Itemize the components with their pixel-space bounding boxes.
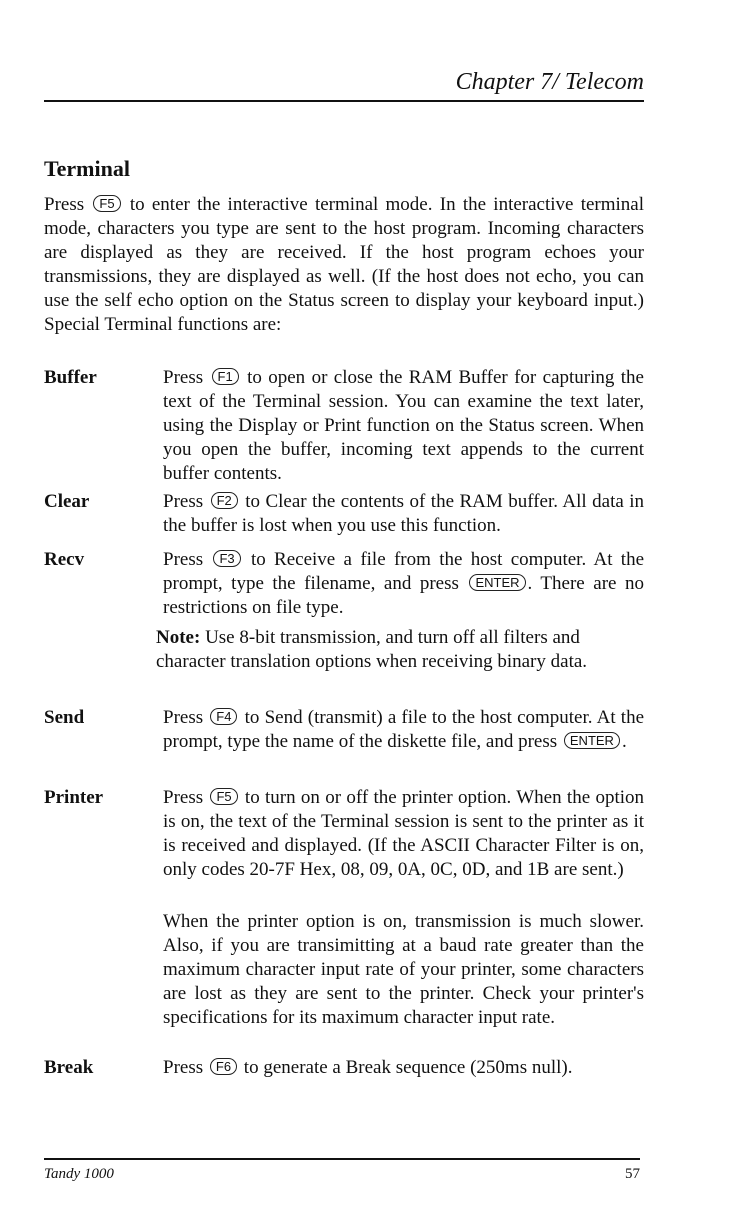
buffer-description: Press F1 to open or close the RAM Buffer for capturing the text of the Terminal session. You can examine the text later, using the Display or Print function on the Status screen. When you open the buffer, incoming text appends to the current buffer contents. (163, 367, 644, 484)
f5-key: F5 (93, 195, 120, 212)
chapter-title: Chapter 7/ Telecom (455, 69, 644, 95)
f4-key: F4 (210, 708, 237, 725)
page-footer (44, 1158, 640, 1182)
clear-description: Press F2 to Clear the contents of the RAM buffer. All data in the buffer is lost when you use this function. (163, 491, 645, 536)
f5-key: F5 (210, 788, 237, 805)
note-label: Note: (156, 627, 201, 648)
f1-key: F1 (212, 368, 239, 385)
break-description: Press F6 to generate a Break sequence (250ms null). (163, 1057, 573, 1078)
term-send: Send (44, 707, 85, 728)
enter-key: ENTER (469, 574, 525, 591)
f6-key: F6 (210, 1058, 237, 1075)
note-paragraph: Note: Use 8-bit transmission, and turn off all filters and character translation options when receiving binary data. (156, 627, 588, 672)
page-number: 57 (625, 1166, 640, 1182)
term-clear: Clear (44, 491, 90, 512)
printer-description: Press F5 to turn on or off the printer option. When the option is on, the text of the Terminal session is sent to the printer as it is received and displayed. (If the ASCII Character Filter is on, only codes 20-7F Hex, 08, 09, 0A, 0C, 0D, and 1B are sent.) (163, 787, 645, 880)
footer-title: Tandy 1000 (44, 1166, 114, 1182)
intro-paragraph: Press F5 to enter the interactive terminal mode. In the interactive terminal mode, characters you type are sent to the host program. Incoming characters are displayed as they are received. If the host program echoes your transmissions, they are displayed as well. (If the host does not echo, you can use the self echo option on the Status screen to display your keyboard input.) Special Terminal functions are: (44, 194, 645, 335)
printer-description-2: When the printer option is on, transmission is much slower. Also, if you are transimitting at a baud rate greater than the maximum character input rate of your printer, some characters are lost as they are sent to the printer. Check your printer's specifications for its maximum character input rate. (163, 911, 644, 1028)
enter-key: ENTER (564, 732, 620, 749)
running-header (44, 66, 644, 102)
term-break: Break (44, 1057, 94, 1078)
term-printer: Printer (44, 787, 104, 808)
f3-key: F3 (213, 550, 240, 567)
f2-key: F2 (211, 492, 238, 509)
section-title: Terminal (44, 156, 130, 181)
recv-description: Press F3 to Receive a file from the host computer. At the prompt, type the filename, and press ENTER . There are no restrictions on file type. (163, 549, 645, 618)
term-buffer: Buffer (44, 367, 97, 388)
term-recv: Recv (44, 549, 85, 570)
send-description: Press F4 to Send (transmit) a file to the host computer. At the prompt, type the name of the diskette file, and press ENTER . (163, 707, 645, 752)
